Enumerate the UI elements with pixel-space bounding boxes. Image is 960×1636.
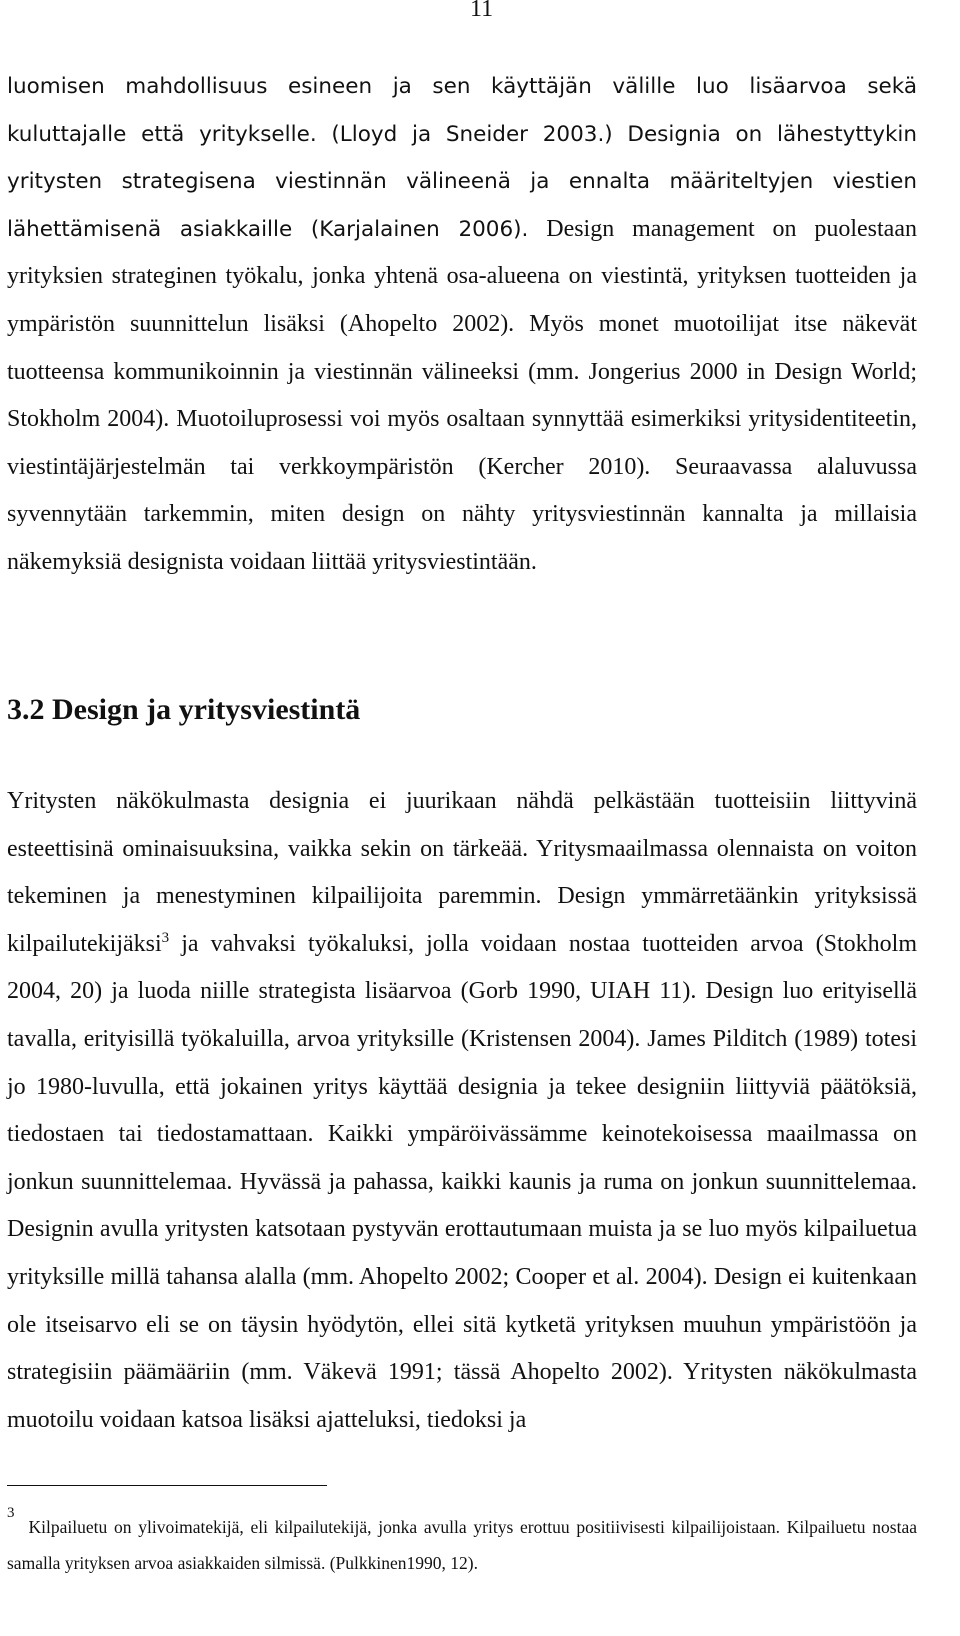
footnote-text: Kilpailuetu on ylivoimatekijä, eli kilpailutekijä, jonka avulla yritys erottuu positiivisesti kilpailijoistaan. Kilpailuetu nostaa samalla yrityksen arvoa asiakkaiden silmissä. (Pulkkinen1990, 12). <box>7 1517 917 1573</box>
paragraph-intro-part2: Design management on puolestaan yrityksien strateginen työkalu, jonka yhtenä osa-alueena on viestintä, yrityksen tuotteiden ja ympäristön suunnittelun lisäksi (Ahopelto 2002). Myös monet muotoilijat itse näkevät tuotteensa kommunikoinnin ja viestinnän välineeksi (mm. Jongerius 2000 in Design World; Stokholm 2004). <box>7 215 917 433</box>
paragraph-intro-part3: Muotoiluprosessi voi myös osaltaan synnyttää esimerkiksi yritysidentiteetin, viestintäjärjestelmän tai verkkoympäristön (Kercher 2010). <box>7 406 918 480</box>
paragraph-intro-part4: Seuraavassa alaluvussa syvennytään tarkemmin, miten design on nähty yritysviestinnän kannalta ja millaisia näkemyksiä designista voidaan liittää yritysviestintään. <box>7 453 917 575</box>
paragraph-text-before-footnote: Yritysten näkökulmasta designia ei juurikaan nähdä pelkästään tuotteisiin liittyvinä esteettisinä ominaisuuksina, vaikka sekin on tärkeää. Yritysmaailmassa olennaista on voiton tekeminen ja menestyminen kilpailijoita paremmin. Design ymmärretäänkin yrityksissä kilpailutekijäksi <box>7 788 917 957</box>
paragraph-text-after-footnote: ja vahvaksi työkaluksi, jolla voidaan nostaa tuotteiden arvoa (Stokholm 2004, 20) ja luoda niille strategista lisäarvoa (Gorb 1990, UIAH 11). Design luo erityisellä tavalla, erityisillä työkaluilla, arvoa yrityksille (Kristensen 2004). James Pilditch (1989) totesi jo 1980-luvulla, että jokainen yritys käyttää designia ja tekee designiin liittyviä päätöksiä, tiedostaen tai tiedostamattaan. Kaikki ympäröivässämme keinotekoisessa maailmassa on jonkun suunnittelemaa. Hyvässä ja pahassa, kaikki kaunis ja ruma on jonkun suunnittelemaa. Designin avulla yritysten katsotaan pystyvän erottautumaan muista ja se luo myös kilpailuetua yrityksille millä tahansa alalla (mm. Ahopelto 2002; Cooper et al. 2004). Design ei kuitenkaan ole itseisarvo eli se on täysin hyödytön, ellei sitä kytketä yrityksen muuhun ympäristöön ja strategisiin päämääriin (mm. Väkevä 1991; tässä Ahopelto 2002). Yritysten näkökulmasta muotoilu voidaan katsoa lisäksi ajatteluksi, tiedoksi ja <box>7 930 917 1433</box>
footnote-divider <box>7 1485 327 1486</box>
page-number: 11 <box>470 0 494 22</box>
footnote-mark: 3 <box>7 1505 15 1521</box>
section-heading: 3.2 Design ja yritysviestintä <box>7 693 361 726</box>
paragraph-design-communication <box>7 778 917 1444</box>
paragraph-intro <box>7 63 917 587</box>
footnote <box>7 1495 917 1581</box>
footnote-reference: 3 <box>161 929 170 946</box>
paragraph-intro-part1: luomisen mahdollisuus esineen ja sen käyttäjän välille luo lisäarvoa sekä kuluttajalle että yritykselle. (Lloyd ja Sneider 2003.) Designia on lähestyttykin yritysten strategisena viestinnän välineenä ja ennalta määriteltyjen viestien lähettämisenä asiakkaille (Karjalainen 2006). <box>7 74 917 242</box>
